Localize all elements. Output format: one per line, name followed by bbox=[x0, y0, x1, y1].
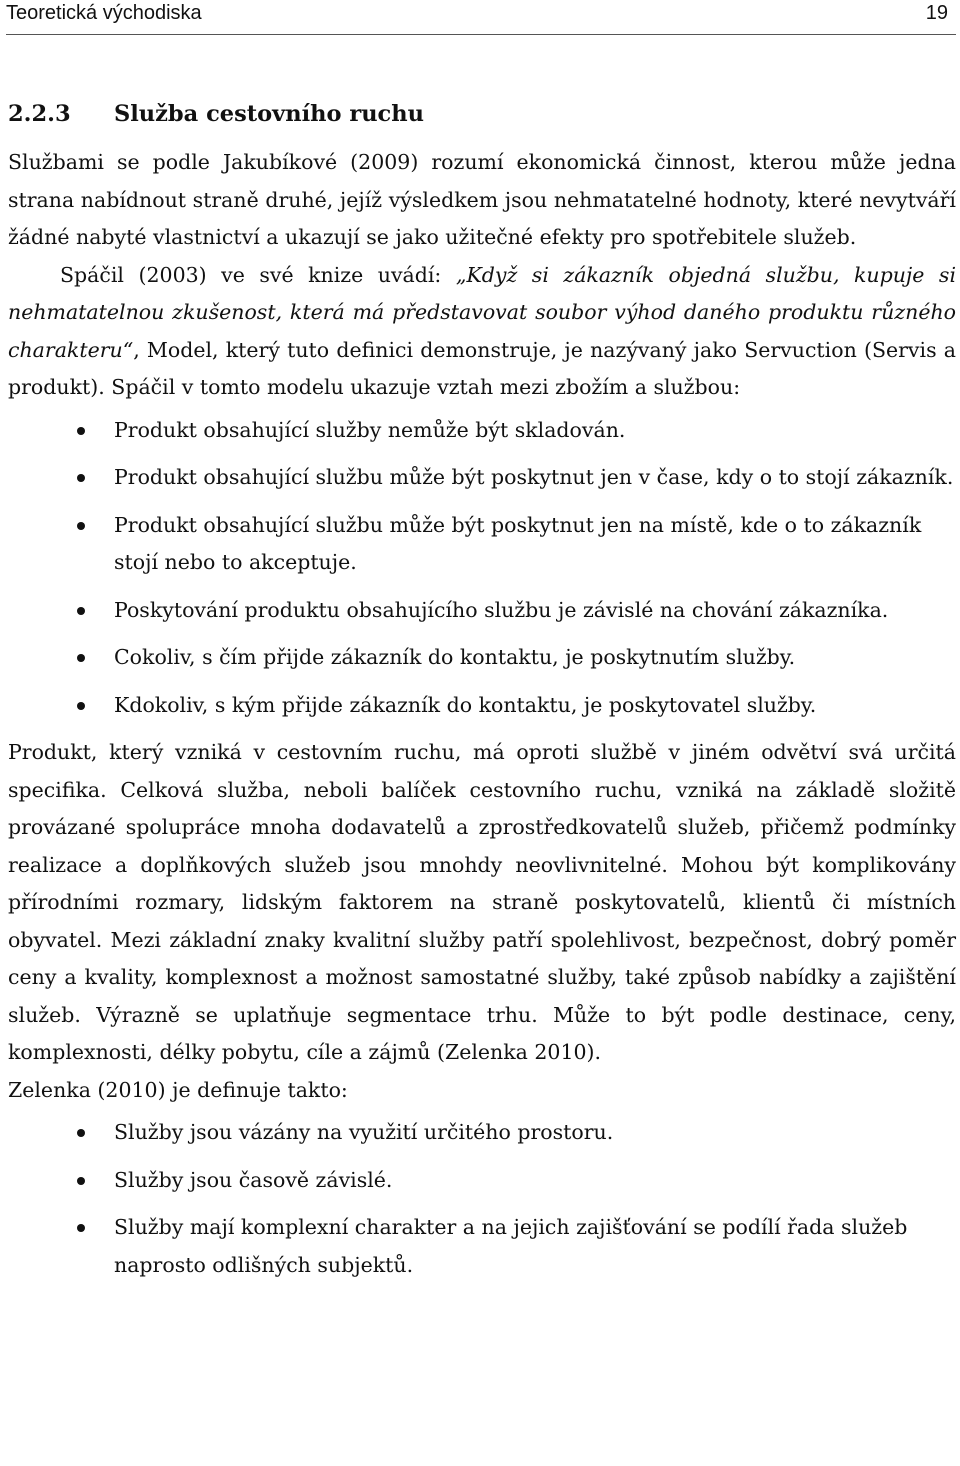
list-item bbox=[8, 1162, 956, 1200]
spacil-quote: „Když si zákazník objedná službu, kupuje si nehmatatelnou zkušenost, která má představovat soubor výhod daného produktu různého charakteru“ bbox=[8, 262, 957, 362]
page-body bbox=[8, 94, 956, 1294]
list-item bbox=[8, 687, 956, 725]
list-item bbox=[8, 459, 956, 497]
bullet-icon bbox=[77, 474, 85, 482]
list-item bbox=[8, 507, 956, 582]
list-item bbox=[8, 639, 956, 677]
bullet-icon bbox=[77, 1177, 85, 1185]
servuction-list bbox=[8, 412, 956, 725]
page-number: 19 bbox=[925, 2, 948, 24]
list-item-text: Cokoliv, s čím přijde zákazník do kontaktu, je poskytnutím služby. bbox=[114, 645, 796, 669]
zelenka-list bbox=[8, 1114, 956, 1284]
bullet-icon bbox=[77, 654, 85, 662]
bullet-icon bbox=[77, 1224, 85, 1232]
list-item bbox=[8, 592, 956, 630]
list-item-text: Produkt obsahující službu může být poskytnut jen na místě, kde o to zákazník stojí nebo to akceptuje. bbox=[114, 512, 922, 574]
bullet-icon bbox=[77, 427, 85, 435]
running-header bbox=[6, 0, 956, 35]
bullet-icon bbox=[77, 702, 85, 710]
list-item bbox=[8, 1209, 956, 1284]
list-item-text: Produkt obsahující služby nemůže být skladován. bbox=[114, 417, 626, 442]
list-item-text: Kdokoliv, s kým přijde zákazník do kontaktu, je poskytovatel služby. bbox=[114, 692, 817, 717]
list-item-text: Služby mají komplexní charakter a na jejich zajišťování se podílí řada služeb naprosto odlišných subjektů. bbox=[114, 1215, 908, 1277]
paragraph-zelenka-intro: Zelenka (2010) je definuje takto: bbox=[8, 1077, 348, 1102]
list-item-text: Služby jsou vázány na využití určitého prostoru. bbox=[114, 1120, 614, 1144]
spacil-intro: Spáčil (2003) ve své knize uvádí: bbox=[60, 262, 456, 287]
section-heading bbox=[8, 94, 956, 134]
spacil-rest: , Model, který tuto definici demonstruje, je nazývaný jako Servuction (Servis a produkt). Spáčil v tomto modelu ukazuje vztah mezi zbožím a službou: bbox=[8, 337, 956, 399]
list-item-text: Produkt obsahující službu může být poskytnut jen v čase, kdy o to stojí zákazník. bbox=[114, 465, 954, 489]
paragraph-spacil bbox=[8, 257, 956, 407]
bullet-icon bbox=[77, 522, 85, 530]
list-item bbox=[8, 1114, 956, 1152]
paragraph-tourism-product: Produkt, který vzniká v cestovním ruchu, má oproti službě v jiném odvětví svá určitá specifika. Celková služba, neboli balíček cestovního ruchu, vzniká na základě složitě provázané spolupráce mnoha dodavatelů a zprostředkovatelů služeb, přičemž podmínky realizace a doplňkových služeb jsou mnohdy neovlivnitelné. Mohou být komplikovány přírodními rozmary, lidským faktorem na straně poskytovatelů, klientů či místních obyvatel. Mezi základní znaky kvalitní služby patří spolehlivost, bezpečnost, dobrý poměr ceny a kvality, komplexnost a možnost samostatné služby, také způsob nabídky a zajištění služeb. Výrazně se uplatňuje segmentace trhu. Může to být podle destinace, ceny, komplexnosti, délky pobytu, cíle a zájmů (Zelenka 2010). bbox=[8, 740, 956, 1064]
list-item-text: Poskytování produktu obsahujícího službu je závislé na chování zákazníka. bbox=[114, 597, 889, 622]
list-item bbox=[8, 412, 956, 450]
section-number: 2.2.3 bbox=[8, 101, 71, 127]
bullet-icon bbox=[77, 1129, 85, 1137]
bullet-icon bbox=[77, 607, 85, 615]
header-title: Teoretická východiska bbox=[6, 2, 202, 24]
section-title: Služba cestovního ruchu bbox=[114, 101, 424, 127]
list-item-text: Služby jsou časově závislé. bbox=[114, 1167, 393, 1192]
paragraph-services-definition: Službami se podle Jakubíkové (2009) rozumí ekonomická činnost, kterou může jedna strana nabídnout straně druhé, jejíž výsledkem jsou nehmatatelné hodnoty, které nevytváří žádné nabyté vlastnictví a ukazují se jako užitečné efekty pro spotřebitele služeb. bbox=[8, 150, 956, 249]
